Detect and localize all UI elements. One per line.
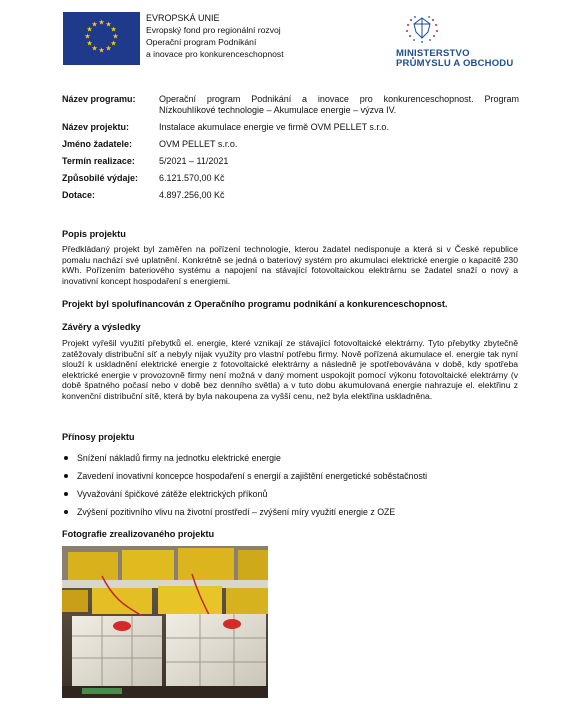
section-title-results: Závěry a výsledky [62,322,141,332]
info-value: 5/2021 – 11/2021 [159,156,229,166]
svg-text:★: ★ [98,18,105,27]
info-label: Dotace: [62,190,96,200]
bullet-icon [64,492,68,496]
info-label: Jméno žadatele: [62,139,133,149]
info-row-project [62,122,519,133]
svg-text:★: ★ [105,20,112,29]
eu-line: Operační program Podnikání [146,37,257,47]
svg-text:★: ★ [86,39,93,48]
list-item-text: Snížení nákladů firmy na jednotku elektrické energie [77,453,281,463]
section-title-benefits: Přínosy projektu [62,432,135,442]
info-label: Způsobilé výdaje: [62,173,139,183]
section-title-photo: Fotografie zrealizovaného projektu [62,529,215,539]
list-item [62,467,522,485]
svg-text:★: ★ [91,44,98,53]
results-paragraph: Projekt vyřešil využití přebytků el. energie, které vznikají ze stávající fotovoltaické elektrárny. Tyto přebytky zbytečně zatěžovaly distribuční síť a nebyly nijak využity pro vlastní potřebu firmy. Nově pořízená akumulace el. energie tak nyní slouží k uskladnění elektrické energie z fotovoltaické elektrárny a následně je spotřebovávána v době, kdy spotřeba elektrické energie v provozovně firmy není možná v daný moment uspokojit pomocí výkonu fotovoltaické elektrárny (v době špatného počasí nebo v době bez denního světla) a v tuto dobu akumulovaná energie nahrazuje el. elektřinu z konvenční distribuční sítě, která by byla nakoupena za vyšší cenu, než byla elektřina uskladněna. [62,338,518,401]
info-value: Instalace akumulace energie ve firmě OVM PELLET s.r.o. [159,122,389,132]
cofinancing-statement: Projekt byl spolufinancován z Operačního programu podnikání a konkurenceschopnost. [62,299,448,309]
list-item-text: Zvýšení pozitivního vlivu na životní prostředí – zvýšení míry využití energie z OZE [77,507,396,517]
list-item [62,485,522,503]
eu-line: a inovace pro konkurenceschopnost [146,49,284,59]
mpo-emblem-icon [402,14,442,44]
mpo-text [396,49,526,69]
info-row-program [62,94,519,116]
list-item-text: Vyvažování špičkové zátěže elektrických příkonů [77,489,268,499]
eu-stars-icon [63,12,140,65]
info-value: 4.897.256,00 Kč [159,190,225,200]
eu-text [146,12,284,60]
battery-installation-image [62,546,268,698]
list-item-text: Zavedení inovativní koncepce hospodaření s energií a zajištění energetické soběstačnosti [77,471,428,481]
eu-flag-icon [63,12,140,65]
info-row-applicant [62,139,519,150]
list-item [62,449,522,467]
info-label: Termín realizace: [62,156,135,166]
info-value: Operační program Podnikání a inovace pro konkurenceschopnost. Program Nízkouhlíkové technologie – Akumulace energie – výzva IV. [159,94,519,115]
bullet-icon [64,474,68,478]
mpo-line: MINISTERSTVO [396,48,470,59]
svg-text:★: ★ [112,32,119,41]
project-info-table [62,94,519,207]
project-photo [62,546,268,698]
info-row-term [62,156,519,167]
benefits-list [62,449,522,521]
svg-text:★: ★ [91,20,98,29]
eu-line: Evropský fond pro regionální rozvoj [146,25,281,35]
svg-text:★: ★ [86,25,93,34]
info-value: OVM PELLET s.r.o. [159,139,238,149]
info-row-subsidy [62,190,519,201]
svg-text:★: ★ [84,32,91,41]
description-paragraph: Předkládaný projekt byl zaměřen na pořízení technologie, kterou žadatel nedisponuje a která si v České republice pomalu nachází své uplatnění. Konkrétně se jedná o bateriový systém pro akumulaci elektrické energie o kapacitě 230 kWh. Pořízením bateriového systému a napojení na stávající fotovoltaickou elektrárnu se žadatel snaží o nový a inovativní koncept hospodaření s energiemi. [62,244,518,286]
bullet-icon [64,510,68,514]
svg-text:★: ★ [110,39,117,48]
svg-text:★: ★ [110,25,117,34]
eu-line: EVROPSKÁ UNIE [146,13,220,23]
info-value: 6.121.570,00 Kč [159,173,225,183]
svg-text:★: ★ [98,46,105,55]
list-item [62,503,522,521]
svg-text:★: ★ [105,44,112,53]
info-label: Název programu: [62,94,136,104]
info-row-expenses [62,173,519,184]
mpo-logo-block [396,14,526,69]
bullet-icon [64,456,68,460]
section-title-description: Popis projektu [62,229,126,239]
info-label: Název projektu: [62,122,130,132]
mpo-line: PRŮMYSLU A OBCHODU [396,58,514,69]
eu-logo-block [63,12,284,65]
